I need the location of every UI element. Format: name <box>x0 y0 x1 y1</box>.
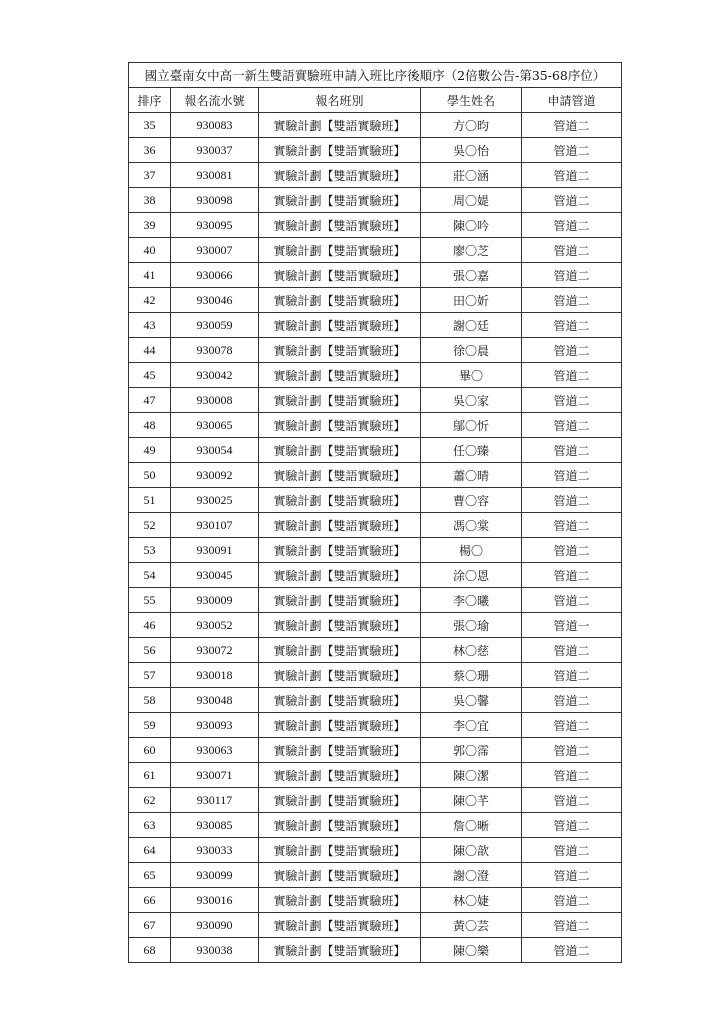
student-name-cell: 鄔〇忻 <box>421 413 522 438</box>
serial-number-cell: 930048 <box>171 688 259 713</box>
class-cell: 實驗計劃【雙語實驗班】 <box>259 513 421 538</box>
serial-number-cell: 930085 <box>171 813 259 838</box>
class-cell: 實驗計劃【雙語實驗班】 <box>259 538 421 563</box>
serial-number-cell: 930008 <box>171 388 259 413</box>
serial-number-cell: 930066 <box>171 263 259 288</box>
student-name-cell: 吳〇家 <box>421 388 522 413</box>
class-cell: 實驗計劃【雙語實驗班】 <box>259 688 421 713</box>
table-row <box>129 288 622 313</box>
table-row <box>129 488 622 513</box>
class-cell: 實驗計劃【雙語實驗班】 <box>259 663 421 688</box>
channel-cell: 管道二 <box>522 538 622 563</box>
student-name-cell: 廖〇芝 <box>421 238 522 263</box>
class-cell: 實驗計劃【雙語實驗班】 <box>259 563 421 588</box>
student-name-cell: 周〇媞 <box>421 188 522 213</box>
student-name-cell: 曹〇容 <box>421 488 522 513</box>
student-name-cell: 郭〇霈 <box>421 738 522 763</box>
table-row <box>129 813 622 838</box>
rank-cell: 49 <box>129 438 171 463</box>
rank-cell: 44 <box>129 338 171 363</box>
channel-cell: 管道二 <box>522 913 622 938</box>
channel-cell: 管道二 <box>522 463 622 488</box>
serial-number-cell: 930081 <box>171 163 259 188</box>
rank-cell: 54 <box>129 563 171 588</box>
serial-number-cell: 930063 <box>171 738 259 763</box>
table-row <box>129 838 622 863</box>
student-name-cell: 徐〇晨 <box>421 338 522 363</box>
table-row <box>129 113 622 138</box>
student-name-cell: 林〇慈 <box>421 638 522 663</box>
table-row <box>129 788 622 813</box>
ranking-table <box>128 62 622 963</box>
channel-cell: 管道二 <box>522 838 622 863</box>
class-cell: 實驗計劃【雙語實驗班】 <box>259 338 421 363</box>
rank-cell: 59 <box>129 713 171 738</box>
rank-cell: 51 <box>129 488 171 513</box>
table-row <box>129 638 622 663</box>
serial-number-cell: 930007 <box>171 238 259 263</box>
student-name-cell: 楊〇 <box>421 538 522 563</box>
student-name-cell: 蕭〇晴 <box>421 463 522 488</box>
serial-number-cell: 930117 <box>171 788 259 813</box>
rank-cell: 60 <box>129 738 171 763</box>
class-cell: 實驗計劃【雙語實驗班】 <box>259 938 421 963</box>
rank-cell: 62 <box>129 788 171 813</box>
table-row <box>129 888 622 913</box>
channel-cell: 管道二 <box>522 688 622 713</box>
channel-cell: 管道二 <box>522 263 622 288</box>
serial-number-cell: 930046 <box>171 288 259 313</box>
table-row <box>129 413 622 438</box>
table-row <box>129 338 622 363</box>
student-name-cell: 方〇昀 <box>421 113 522 138</box>
channel-cell: 管道二 <box>522 813 622 838</box>
rank-cell: 36 <box>129 138 171 163</box>
serial-number-cell: 930093 <box>171 713 259 738</box>
channel-cell: 管道二 <box>522 638 622 663</box>
rank-cell: 43 <box>129 313 171 338</box>
class-cell: 實驗計劃【雙語實驗班】 <box>259 213 421 238</box>
serial-number-cell: 930042 <box>171 363 259 388</box>
channel-cell: 管道二 <box>522 288 622 313</box>
class-cell: 實驗計劃【雙語實驗班】 <box>259 763 421 788</box>
student-name-cell: 陳〇潔 <box>421 763 522 788</box>
class-cell: 實驗計劃【雙語實驗班】 <box>259 238 421 263</box>
table-row <box>129 738 622 763</box>
class-cell: 實驗計劃【雙語實驗班】 <box>259 263 421 288</box>
serial-number-cell: 930083 <box>171 113 259 138</box>
student-name-cell: 謝〇澄 <box>421 863 522 888</box>
rank-cell: 46 <box>129 613 171 638</box>
table-row <box>129 588 622 613</box>
channel-cell: 管道二 <box>522 563 622 588</box>
serial-number-cell: 930078 <box>171 338 259 363</box>
table-row <box>129 463 622 488</box>
class-cell: 實驗計劃【雙語實驗班】 <box>259 463 421 488</box>
student-name-cell: 李〇宜 <box>421 713 522 738</box>
channel-cell: 管道二 <box>522 663 622 688</box>
serial-number-cell: 930095 <box>171 213 259 238</box>
table-row <box>129 363 622 388</box>
serial-number-cell: 930009 <box>171 588 259 613</box>
table-row <box>129 238 622 263</box>
channel-cell: 管道二 <box>522 238 622 263</box>
header-class: 報名班別 <box>259 88 421 113</box>
rank-cell: 45 <box>129 363 171 388</box>
class-cell: 實驗計劃【雙語實驗班】 <box>259 888 421 913</box>
class-cell: 實驗計劃【雙語實驗班】 <box>259 138 421 163</box>
class-cell: 實驗計劃【雙語實驗班】 <box>259 588 421 613</box>
table-row <box>129 613 622 638</box>
serial-number-cell: 930045 <box>171 563 259 588</box>
channel-cell: 管道二 <box>522 163 622 188</box>
serial-number-cell: 930090 <box>171 913 259 938</box>
rank-cell: 64 <box>129 838 171 863</box>
rank-cell: 55 <box>129 588 171 613</box>
channel-cell: 管道二 <box>522 888 622 913</box>
rank-cell: 50 <box>129 463 171 488</box>
table-row <box>129 563 622 588</box>
serial-number-cell: 930071 <box>171 763 259 788</box>
rank-cell: 61 <box>129 763 171 788</box>
channel-cell: 管道二 <box>522 588 622 613</box>
header-row <box>129 88 622 113</box>
header-student-name: 學生姓名 <box>421 88 522 113</box>
class-cell: 實驗計劃【雙語實驗班】 <box>259 438 421 463</box>
header-rank: 排序 <box>129 88 171 113</box>
channel-cell: 管道二 <box>522 438 622 463</box>
student-name-cell: 謝〇廷 <box>421 313 522 338</box>
channel-cell: 管道二 <box>522 213 622 238</box>
table-row <box>129 138 622 163</box>
class-cell: 實驗計劃【雙語實驗班】 <box>259 638 421 663</box>
table-row <box>129 213 622 238</box>
channel-cell: 管道二 <box>522 188 622 213</box>
serial-number-cell: 930025 <box>171 488 259 513</box>
rank-cell: 53 <box>129 538 171 563</box>
serial-number-cell: 930107 <box>171 513 259 538</box>
rank-cell: 47 <box>129 388 171 413</box>
channel-cell: 管道二 <box>522 513 622 538</box>
table-row <box>129 538 622 563</box>
channel-cell: 管道二 <box>522 863 622 888</box>
class-cell: 實驗計劃【雙語實驗班】 <box>259 738 421 763</box>
table-row <box>129 513 622 538</box>
rank-cell: 63 <box>129 813 171 838</box>
channel-cell: 管道二 <box>522 313 622 338</box>
student-name-cell: 田〇妡 <box>421 288 522 313</box>
serial-number-cell: 930072 <box>171 638 259 663</box>
student-name-cell: 張〇瑜 <box>421 613 522 638</box>
student-name-cell: 陳〇吟 <box>421 213 522 238</box>
channel-cell: 管道二 <box>522 788 622 813</box>
table-row <box>129 938 622 963</box>
student-name-cell: 張〇嘉 <box>421 263 522 288</box>
table-row <box>129 863 622 888</box>
class-cell: 實驗計劃【雙語實驗班】 <box>259 413 421 438</box>
serial-number-cell: 930092 <box>171 463 259 488</box>
channel-cell: 管道二 <box>522 413 622 438</box>
table-row <box>129 663 622 688</box>
table-row <box>129 763 622 788</box>
serial-number-cell: 930065 <box>171 413 259 438</box>
student-name-cell: 涂〇恩 <box>421 563 522 588</box>
rank-cell: 42 <box>129 288 171 313</box>
rank-cell: 56 <box>129 638 171 663</box>
serial-number-cell: 930038 <box>171 938 259 963</box>
channel-cell: 管道二 <box>522 138 622 163</box>
table-row <box>129 188 622 213</box>
serial-number-cell: 930033 <box>171 838 259 863</box>
class-cell: 實驗計劃【雙語實驗班】 <box>259 288 421 313</box>
class-cell: 實驗計劃【雙語實驗班】 <box>259 613 421 638</box>
serial-number-cell: 930052 <box>171 613 259 638</box>
student-name-cell: 馮〇棠 <box>421 513 522 538</box>
class-cell: 實驗計劃【雙語實驗班】 <box>259 813 421 838</box>
channel-cell: 管道一 <box>522 613 622 638</box>
table-row <box>129 263 622 288</box>
rank-cell: 37 <box>129 163 171 188</box>
student-name-cell: 陳〇歆 <box>421 838 522 863</box>
rank-cell: 68 <box>129 938 171 963</box>
rank-cell: 35 <box>129 113 171 138</box>
rank-cell: 48 <box>129 413 171 438</box>
rank-cell: 41 <box>129 263 171 288</box>
student-name-cell: 蔡〇珊 <box>421 663 522 688</box>
student-name-cell: 陳〇樂 <box>421 938 522 963</box>
table-row <box>129 713 622 738</box>
rank-cell: 39 <box>129 213 171 238</box>
channel-cell: 管道二 <box>522 363 622 388</box>
rank-cell: 65 <box>129 863 171 888</box>
header-channel: 申請管道 <box>522 88 622 113</box>
class-cell: 實驗計劃【雙語實驗班】 <box>259 913 421 938</box>
channel-cell: 管道二 <box>522 938 622 963</box>
channel-cell: 管道二 <box>522 763 622 788</box>
class-cell: 實驗計劃【雙語實驗班】 <box>259 388 421 413</box>
class-cell: 實驗計劃【雙語實驗班】 <box>259 863 421 888</box>
channel-cell: 管道二 <box>522 338 622 363</box>
class-cell: 實驗計劃【雙語實驗班】 <box>259 788 421 813</box>
class-cell: 實驗計劃【雙語實驗班】 <box>259 313 421 338</box>
table-row <box>129 913 622 938</box>
rank-cell: 52 <box>129 513 171 538</box>
serial-number-cell: 930091 <box>171 538 259 563</box>
student-name-cell: 吳〇馨 <box>421 688 522 713</box>
serial-number-cell: 930098 <box>171 188 259 213</box>
class-cell: 實驗計劃【雙語實驗班】 <box>259 838 421 863</box>
class-cell: 實驗計劃【雙語實驗班】 <box>259 188 421 213</box>
title-row <box>129 63 622 88</box>
rank-cell: 57 <box>129 663 171 688</box>
student-name-cell: 林〇婕 <box>421 888 522 913</box>
class-cell: 實驗計劃【雙語實驗班】 <box>259 488 421 513</box>
table-row <box>129 388 622 413</box>
serial-number-cell: 930059 <box>171 313 259 338</box>
table-row <box>129 163 622 188</box>
class-cell: 實驗計劃【雙語實驗班】 <box>259 113 421 138</box>
class-cell: 實驗計劃【雙語實驗班】 <box>259 713 421 738</box>
class-cell: 實驗計劃【雙語實驗班】 <box>259 363 421 388</box>
rank-cell: 66 <box>129 888 171 913</box>
student-name-cell: 黃〇芸 <box>421 913 522 938</box>
student-name-cell: 任〇臻 <box>421 438 522 463</box>
header-serial-number: 報名流水號 <box>171 88 259 113</box>
channel-cell: 管道二 <box>522 488 622 513</box>
rank-cell: 58 <box>129 688 171 713</box>
rank-cell: 38 <box>129 188 171 213</box>
serial-number-cell: 930054 <box>171 438 259 463</box>
class-cell: 實驗計劃【雙語實驗班】 <box>259 163 421 188</box>
table-row <box>129 313 622 338</box>
channel-cell: 管道二 <box>522 713 622 738</box>
table-row <box>129 688 622 713</box>
document-title: 國立臺南女中高一新生雙語實驗班申請入班比序後順序（2倍數公告-第35-68序位） <box>129 63 622 88</box>
student-name-cell: 詹〇晰 <box>421 813 522 838</box>
serial-number-cell: 930018 <box>171 663 259 688</box>
student-name-cell: 畢〇 <box>421 363 522 388</box>
channel-cell: 管道二 <box>522 388 622 413</box>
channel-cell: 管道二 <box>522 738 622 763</box>
table-row <box>129 438 622 463</box>
student-name-cell: 李〇曦 <box>421 588 522 613</box>
rank-cell: 67 <box>129 913 171 938</box>
serial-number-cell: 930016 <box>171 888 259 913</box>
student-name-cell: 莊〇涵 <box>421 163 522 188</box>
table-body <box>129 63 622 963</box>
student-name-cell: 吳〇怡 <box>421 138 522 163</box>
channel-cell: 管道二 <box>522 113 622 138</box>
rank-cell: 40 <box>129 238 171 263</box>
student-name-cell: 陳〇芊 <box>421 788 522 813</box>
serial-number-cell: 930099 <box>171 863 259 888</box>
serial-number-cell: 930037 <box>171 138 259 163</box>
